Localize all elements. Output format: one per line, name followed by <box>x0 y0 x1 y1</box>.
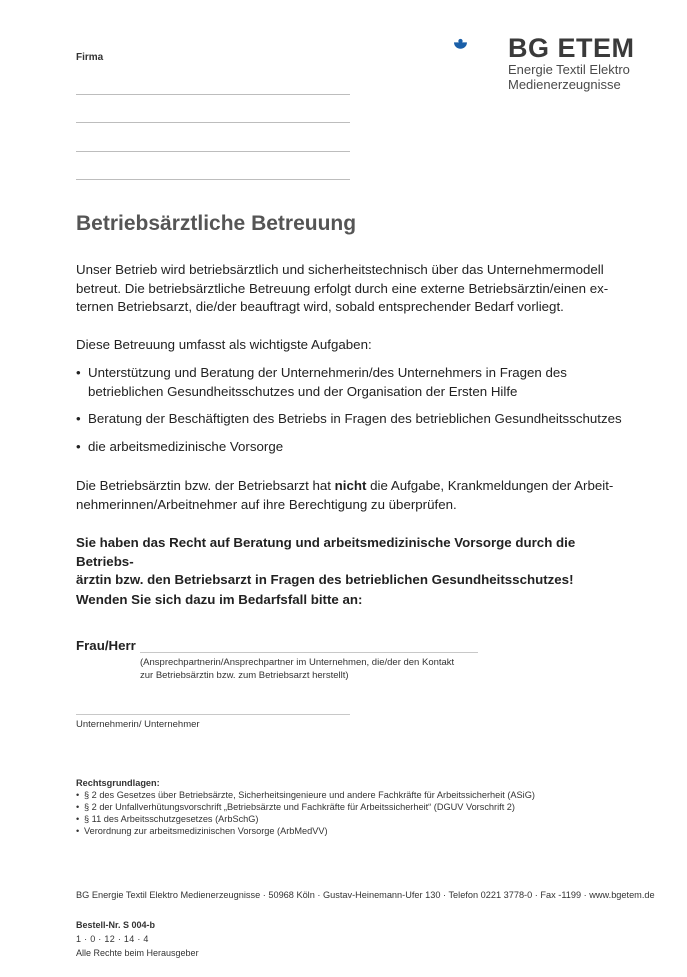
contact-note-line: zur Betriebsärztin bzw. zum Betriebsarzt herstellt) <box>140 670 349 681</box>
task-item <box>76 410 636 429</box>
intro-line: ternen Betriebsarzt, die/der beauftragt wird, sobald entsprechender Bedarf vorliegt. <box>76 299 564 314</box>
legal-item: • § 2 der Unfallverhütungsvorschrift „Betriebsärzte und Fachkräfte für Arbeitssicherheit“ (DGUV Vorschrift 2) <box>76 801 636 813</box>
task-line: • Beratung der Beschäftigten des Betriebs in Fragen des betrieblichen Gesundheitsschutzes <box>88 411 622 426</box>
logo-subtitle-2: Medienerzeugnisse <box>508 77 621 92</box>
logo-name: BG ETEM <box>508 33 635 63</box>
legal-list <box>76 789 636 837</box>
legal-title: Rechtsgrundlagen: <box>76 778 160 788</box>
tasks-list <box>76 364 636 465</box>
rights-line: Sie haben das Recht auf Beratung und arbeitsmedizinische Vorsorge durch die Betriebs- <box>76 535 576 569</box>
legal-item: • § 2 des Gesetzes über Betriebsärzte, Sicherheitsingenieure und andere Fachkräfte für Arbeitssicherheit (ASiG) <box>76 789 636 801</box>
bg-etem-logo-icon <box>454 28 508 68</box>
logo-text <box>508 34 635 92</box>
not-task-paragraph <box>76 477 636 514</box>
footer-address: BG Energie Textil Elektro Medienerzeugnisse · 50968 Köln · Gustav-Heinemann-Ufer 130 · Telefon 0221 3778-0 · Fax -1199 · www.bgetem.de <box>76 890 655 900</box>
legal-item: • Verordnung zur arbeitsmedizinischen Vorsorge (ArbMedVV) <box>76 825 636 837</box>
tasks-intro: Diese Betreuung umfasst als wichtigste Aufgaben: <box>76 337 372 352</box>
signature-field[interactable] <box>76 714 350 715</box>
firma-label: Firma <box>76 52 104 63</box>
task-item <box>76 438 636 457</box>
intro-paragraph <box>76 261 636 317</box>
signature-label: Unternehmerin/ Unternehmer <box>76 719 200 730</box>
rights-notice: Alle Rechte beim Herausgeber <box>76 948 199 958</box>
legal-basis <box>76 777 636 837</box>
print-code: 1 · 0 · 12 · 14 · 4 <box>76 934 149 944</box>
logo-subtitle-1: Energie Textil Elektro <box>508 62 630 77</box>
page-title: Betriebsärztliche Betreuung <box>76 212 357 235</box>
firma-line-1[interactable] <box>76 94 350 95</box>
task-line: betrieblichen Gesundheitsschutzes und der Organisation der Ersten Hilfe <box>88 383 518 399</box>
not-task-before: Die Betriebsärztin bzw. der Betriebsarzt hat <box>76 478 335 493</box>
rights-line: ärztin bzw. den Betriebsarzt in Fragen des betrieblichen Gesundheitsschutzes! <box>76 572 574 587</box>
firma-line-4[interactable] <box>76 179 350 180</box>
order-number: Bestell-Nr. S 004-b <box>76 920 156 930</box>
contact-prompt: Wenden Sie sich dazu im Bedarfsfall bitte an: <box>76 592 363 607</box>
firma-line-3[interactable] <box>76 151 350 152</box>
legal-item: • § 11 des Arbeitsschutzgesetzes (ArbSchG) <box>76 813 636 825</box>
task-item <box>76 364 636 401</box>
not-task-line-2: nehmerinnen/Arbeitnehmer auf ihre Berechtigung zu überprüfen. <box>76 496 457 512</box>
task-line: • die arbeitsmedizinische Vorsorge <box>88 438 284 454</box>
firma-line-2[interactable] <box>76 122 350 123</box>
intro-line: betreut. Die betriebsärztliche Betreuung erfolgt durch eine externe Betriebsärztin/einen ex- <box>76 280 609 296</box>
not-task-emphasis: nicht <box>334 478 367 493</box>
rights-statement <box>76 534 636 590</box>
contact-note-line: (Ansprechpartnerin/Ansprechpartner im Unternehmen, die/der den Kontakt <box>140 657 455 668</box>
contact-note <box>140 656 500 682</box>
contact-label: Frau/Herr <box>76 638 136 653</box>
not-task-line <box>76 477 636 496</box>
not-task-after: die Aufgabe, Krankmeldungen der Arbeit- <box>366 478 614 493</box>
contact-field[interactable] <box>140 652 478 653</box>
intro-line: Unser Betrieb wird betriebsärztlich und sicherheitstechnisch über das Unternehmermodell <box>76 262 604 277</box>
task-line: • Unterstützung und Beratung der Unternehmerin/des Unternehmers in Fragen des <box>88 365 567 380</box>
